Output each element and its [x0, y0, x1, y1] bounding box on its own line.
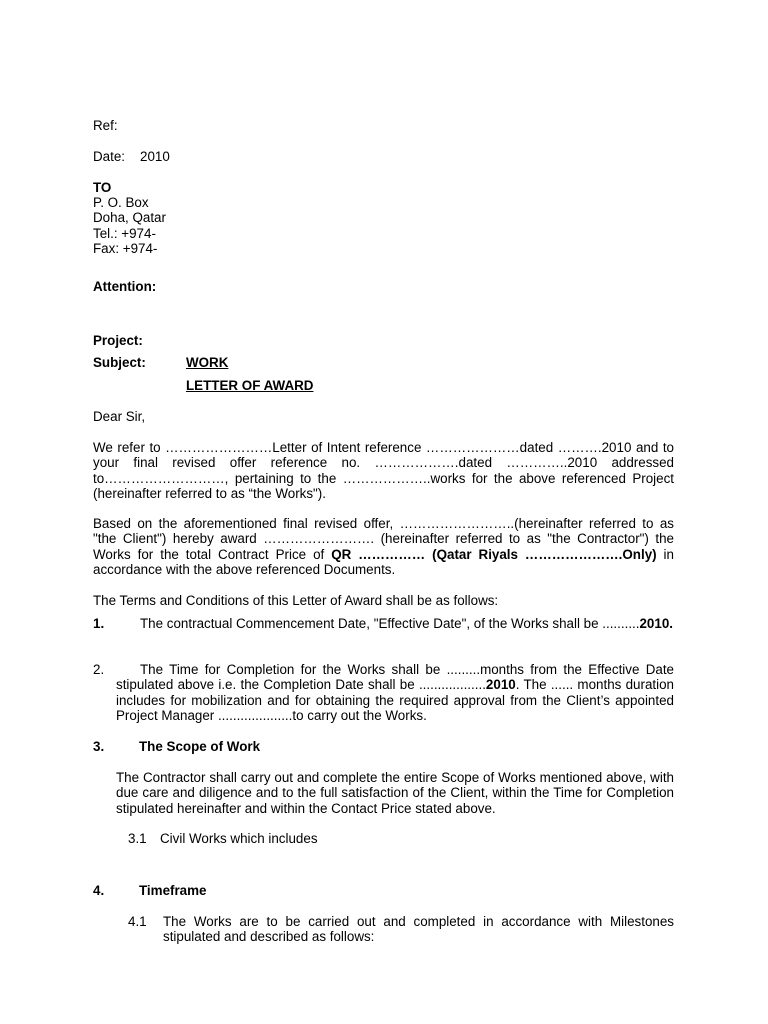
- paragraph-award: [93, 516, 674, 578]
- attention-label: Attention:: [93, 279, 157, 294]
- date-line: [93, 149, 170, 164]
- item-number: 1.: [93, 616, 105, 631]
- item-commencement: [116, 616, 674, 631]
- address-line: Fax: +974-: [93, 241, 158, 256]
- terms-intro: The Terms and Conditions of this Letter of Award shall be as follows:: [93, 593, 499, 608]
- subsection-number: 3.1: [128, 831, 147, 846]
- item-text: The Time for Completion for the Works shall be .........months from the Effective Date stipulated above i.e. the Completion Date shall be ..................: [116, 662, 674, 693]
- item-year: 2010.: [639, 616, 673, 631]
- project-label: Project:: [93, 333, 143, 348]
- address-line: P. O. Box: [93, 195, 149, 210]
- subject-line: [93, 355, 228, 370]
- subject-subtitle: LETTER OF AWARD: [186, 378, 314, 393]
- paragraph-scope: The Contractor shall carry out and complete the entire Scope of Works mentioned above, with due care and diligence and to the full satisfaction of the Client, within the Time for Completion stipulated hereinafter and within the Contact Price stated above.: [116, 770, 674, 816]
- paragraph-reference: We refer to ……………………Letter of Intent reference …………………dated ……….2010 and to your final revised offer reference no. ……………….dated …………..2010 addressed to………………………, pertaining to the ………………..works for the above referenced Project (hereinafter referred to as “the Works").: [93, 440, 674, 502]
- ref-label: Ref:: [93, 118, 118, 133]
- subsection-milestones: The Works are to be carried out and completed in accordance with Milestones stipulated and described as follows:: [163, 914, 674, 945]
- contract-price: QR …………… (Qatar Riyals ………………….Only): [331, 546, 657, 562]
- section-title: Timeframe: [139, 883, 207, 898]
- item-year: 2010: [485, 677, 516, 693]
- item-text: The contractual Commencement Date, "Effective Date", of the Works shall be ..........: [140, 616, 640, 631]
- subsection-number: 4.1: [128, 914, 147, 929]
- item-number: 2.: [93, 662, 105, 677]
- address-line: Tel.: +974-: [93, 226, 156, 241]
- award-text: Based on the aforementioned final revised offer, ……………………..(hereinafter referred to as "the Client") hereby award ……………………. (hereinafter referred to as "the Contractor") the Works for the total Contract Price of: [93, 516, 674, 562]
- section-heading-timeframe: [93, 883, 206, 898]
- section-number: 4.: [93, 883, 105, 898]
- ref-line: [93, 118, 118, 133]
- section-heading-scope: [93, 739, 260, 754]
- address-line: Doha, Qatar: [93, 210, 166, 225]
- salutation: Dear Sir,: [93, 409, 146, 424]
- item-completion: [116, 662, 674, 724]
- subject-label: Subject:: [93, 355, 146, 370]
- date-label: Date:: [93, 149, 126, 164]
- award-text-end: in accordance with the above referenced Documents.: [93, 546, 674, 578]
- subject-title: WORK: [186, 355, 229, 370]
- date-value: 2010: [140, 149, 170, 164]
- item-text-end: . The ...... months duration includes for mobilization and for obtaining the required approval from the Client’s appointed Project Manager ....................to carry out the Works.: [116, 677, 675, 724]
- section-title: The Scope of Work: [139, 739, 261, 754]
- subsection-text: Civil Works which includes: [160, 831, 318, 846]
- to-label: TO: [93, 180, 112, 195]
- section-number: 3.: [93, 739, 105, 754]
- subsection-civil-works: [128, 831, 318, 846]
